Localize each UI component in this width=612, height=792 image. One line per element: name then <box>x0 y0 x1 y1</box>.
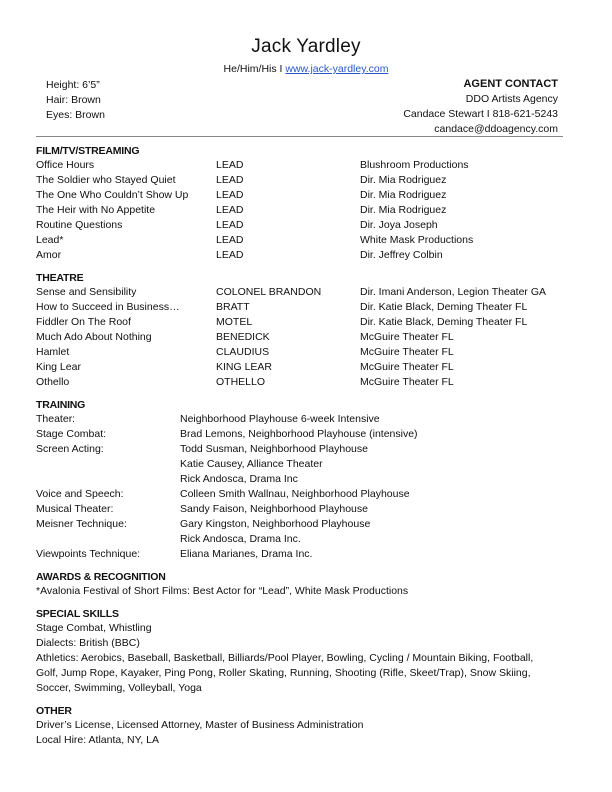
training-row-col-1: Voice and Speech: <box>36 488 124 500</box>
training-row <box>36 442 566 457</box>
theatre-credit-row-col-2: KING LEAR <box>216 361 273 373</box>
other-line: Driver’s License, Licensed Attorney, Master of Business Administration <box>36 719 364 731</box>
training-row <box>36 427 566 442</box>
awards-section-title: AWARDS & RECOGNITION <box>36 571 166 583</box>
actor-name: Jack Yardley <box>251 36 361 57</box>
theatre-credit-row-col-3: McGuire Theater FL <box>360 376 454 388</box>
film-credit-row-col-1: Lead* <box>36 234 64 246</box>
skill-line: Dialects: British (BBC) <box>36 637 140 649</box>
header-divider <box>36 136 563 137</box>
film-credit-row <box>36 158 566 173</box>
pronouns-line <box>0 63 612 75</box>
theatre-credit-row-col-2: CLAUDIUS <box>216 346 270 358</box>
training-row <box>36 502 566 517</box>
film-credit-row-col-1: The One Who Couldn’t Show Up <box>36 189 189 201</box>
training-row-col-2: Eliana Marianes, Drama Inc. <box>180 548 313 560</box>
training-row-col-2: Sandy Faison, Neighborhood Playhouse <box>180 503 368 515</box>
skill-line: Stage Combat, Whistling <box>36 622 152 634</box>
theatre-credit-row-col-1: How to Succeed in Business… <box>36 301 180 313</box>
theatre-credit-row-col-3: Dir. Katie Black, Deming Theater FL <box>360 301 528 313</box>
film-credit-row-col-1: The Heir with No Appetite <box>36 204 156 216</box>
film-credit-row-col-2: LEAD <box>216 204 244 216</box>
website-link[interactable]: www.jack-yardley.com <box>285 63 389 75</box>
film-credit-row <box>36 203 566 218</box>
film-credit-row <box>36 233 566 248</box>
agency-name: DDO Artists Agency <box>465 93 558 105</box>
training-row <box>36 517 566 532</box>
training-row <box>36 547 566 562</box>
film-credit-row <box>36 248 566 263</box>
theatre-credit-row-col-3: McGuire Theater FL <box>360 331 454 343</box>
training-row-col-1: Viewpoints Technique: <box>36 548 141 560</box>
other-line: Local Hire: Atlanta, NY, LA <box>36 734 159 746</box>
theatre-credit-row <box>36 300 566 315</box>
training-section-title: TRAINING <box>36 399 86 411</box>
theatre-credit-row-col-3: McGuire Theater FL <box>360 346 454 358</box>
agent-email: candace@ddoagency.com <box>434 123 558 135</box>
film-credits <box>36 158 566 263</box>
film-credit-row-col-1: Routine Questions <box>36 219 123 231</box>
theatre-credit-row-col-1: Sense and Sensibility <box>36 286 137 298</box>
theatre-credit-row <box>36 315 566 330</box>
film-credit-row-col-1: Office Hours <box>36 159 95 171</box>
theatre-credit-row-col-2: BRATT <box>216 301 250 313</box>
pronouns: He/Him/His I <box>223 63 283 75</box>
agent-contact-heading: AGENT CONTACT <box>463 78 558 90</box>
awards-section <box>36 570 576 599</box>
agent-name-phone: Candace Stewart I 818-621-5243 <box>403 108 558 120</box>
film-credit-row-col-2: LEAD <box>216 159 244 171</box>
training-section <box>36 398 566 562</box>
training-row <box>36 532 566 547</box>
film-credit-row-col-3: Dir. Mia Rodriguez <box>360 189 447 201</box>
theatre-credit-row-col-1: Hamlet <box>36 346 70 358</box>
training-row-col-1: Screen Acting: <box>36 443 104 455</box>
film-credit-row-col-2: LEAD <box>216 219 244 231</box>
theatre-credits <box>36 285 566 390</box>
theatre-credit-row-col-1: King Lear <box>36 361 81 373</box>
film-credit-row-col-3: White Mask Productions <box>360 234 474 246</box>
film-credit-row <box>36 218 566 233</box>
film-credit-row-col-3: Dir. Jeffrey Colbin <box>360 249 443 261</box>
other-section <box>36 704 576 748</box>
film-credit-row-col-3: Blushroom Productions <box>360 159 469 171</box>
theatre-credit-row-col-2: COLONEL BRANDON <box>216 286 322 298</box>
film-credit-row <box>36 173 566 188</box>
skills-section <box>36 607 576 696</box>
theatre-section-title: THEATRE <box>36 272 84 284</box>
physical-stats <box>46 78 105 123</box>
film-credit-row-col-3: Dir. Joya Joseph <box>360 219 438 231</box>
theatre-credit-row <box>36 345 566 360</box>
training-row <box>36 472 566 487</box>
training-row-col-1: Stage Combat: <box>36 428 107 440</box>
theatre-credit-row <box>36 330 566 345</box>
theatre-credit-row <box>36 285 566 300</box>
film-credit-row-col-1: The Soldier who Stayed Quiet <box>36 174 176 186</box>
theatre-credit-row <box>36 360 566 375</box>
training-row-col-2: Rick Andosca, Drama Inc. <box>180 533 301 545</box>
theatre-credit-row-col-2: MOTEL <box>216 316 253 328</box>
training-row <box>36 457 566 472</box>
theatre-credit-row-col-2: OTHELLO <box>216 376 266 388</box>
training-row <box>36 487 566 502</box>
skill-line: Soccer, Swimming, Volleyball, Yoga <box>36 682 202 694</box>
film-credit-row-col-2: LEAD <box>216 249 244 261</box>
film-section <box>36 144 566 263</box>
height-stat: Height: 6’5” <box>46 79 100 91</box>
film-credit-row-col-1: Amor <box>36 249 62 261</box>
training-row-col-1: Theater: <box>36 413 76 425</box>
film-section-title: FILM/TV/STREAMING <box>36 145 140 157</box>
skills-section-title: SPECIAL SKILLS <box>36 608 119 620</box>
film-credit-row-col-3: Dir. Mia Rodriguez <box>360 174 447 186</box>
training-row-col-2: Brad Lemons, Neighborhood Playhouse (intensive) <box>180 428 418 440</box>
theatre-credit-row <box>36 375 566 390</box>
training-row-col-2: Todd Susman, Neighborhood Playhouse <box>180 443 368 455</box>
award-line: *Avalonia Festival of Short Films: Best Actor for “Lead”, White Mask Productions <box>36 585 409 597</box>
theatre-credit-row-col-1: Othello <box>36 376 70 388</box>
theatre-credit-row-col-3: Dir. Katie Black, Deming Theater FL <box>360 316 528 328</box>
training-row-col-1: Meisner Technique: <box>36 518 127 530</box>
theatre-credit-row-col-3: Dir. Imani Anderson, Legion Theater GA <box>360 286 546 298</box>
other-section-title: OTHER <box>36 705 72 717</box>
eyes-stat: Eyes: Brown <box>46 109 105 121</box>
theatre-credit-row-col-2: BENEDICK <box>216 331 270 343</box>
training-row-col-2: Neighborhood Playhouse 6-week Intensive <box>180 413 380 425</box>
training-row-col-2: Gary Kingston, Neighborhood Playhouse <box>180 518 371 530</box>
theatre-credit-row-col-1: Much Ado About Nothing <box>36 331 152 343</box>
theatre-credit-row-col-1: Fiddler On The Roof <box>36 316 131 328</box>
skill-line: Athletics: Aerobics, Baseball, Basketball, Billiards/Pool Player, Bowling, Cycling / Mountain Biking, Football, <box>36 652 534 664</box>
theatre-credit-row-col-3: McGuire Theater FL <box>360 361 454 373</box>
training-row-col-2: Katie Causey, Alliance Theater <box>180 458 323 470</box>
film-credit-row-col-2: LEAD <box>216 234 244 246</box>
training-row-col-2: Rick Andosca, Drama Inc <box>180 473 298 485</box>
film-credit-row-col-3: Dir. Mia Rodriguez <box>360 204 447 216</box>
theatre-section <box>36 271 566 390</box>
agent-contact <box>403 77 558 137</box>
hair-stat: Hair: Brown <box>46 94 101 106</box>
training-row-col-2: Colleen Smith Wallnau, Neighborhood Playhouse <box>180 488 410 500</box>
training-row-col-1: Musical Theater: <box>36 503 114 515</box>
training-row <box>36 412 566 427</box>
film-credit-row <box>36 188 566 203</box>
skill-line: Golf, Jump Rope, Kayaker, Ping Pong, Roller Skating, Running, Shooting (Rifle, Skeet/Trap), Snow Skiing, <box>36 667 531 679</box>
film-credit-row-col-2: LEAD <box>216 189 244 201</box>
film-credit-row-col-2: LEAD <box>216 174 244 186</box>
training-list <box>36 412 566 562</box>
